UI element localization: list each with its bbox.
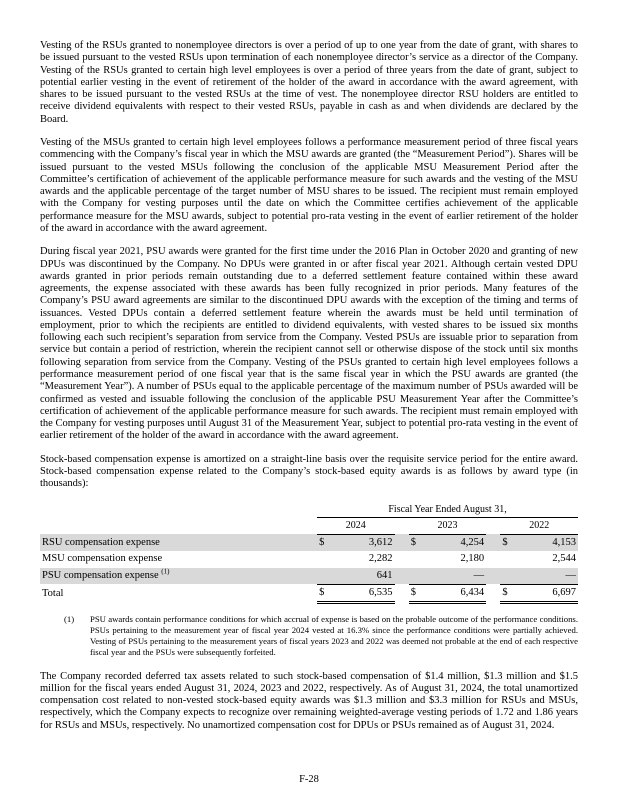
table-header-span-row: [40, 502, 578, 518]
fiscal-year-ended-header: Fiscal Year Ended August 31,: [317, 502, 578, 518]
value-2022: —: [519, 568, 578, 585]
value-2023: 2,180: [460, 553, 485, 565]
dollar-sign: [409, 568, 427, 585]
footnote-reference: (1): [161, 567, 170, 576]
row-label: MSU compensation expense: [42, 553, 163, 565]
table-row-psu-expense: [40, 568, 578, 585]
column-gap: [395, 534, 409, 551]
column-header-2022: 2022: [500, 518, 578, 535]
column-gap: [395, 568, 409, 585]
column-gap: [486, 568, 500, 585]
total-2022: 6,697: [519, 584, 578, 602]
header-spacer-cell: [40, 502, 317, 518]
dollar-sign: $: [500, 534, 518, 551]
column-gap: [395, 518, 409, 535]
value-2022: 4,153: [519, 534, 578, 551]
column-header-2023: 2023: [409, 518, 486, 535]
footnote-text: PSU awards contain performance conditions for which accrual of expense is based on the probable outcome of the performance conditions. PSUs pertaining to the measurement year of fiscal year 2024 vested at 16.3% since the performance conditions were partially achieved. Vesting of PSUs pertaining to the measurement years of fiscal years 2023 and 2022 was deemed not probable at the end of each respective fiscal year and the PSUs were subsequently forfeited.: [90, 614, 578, 658]
paragraph-compensation-intro: Stock-based compensation expense is amortized on a straight-line basis over the requisite service period for the entire award. Stock-based compensation expense related to the Company’s stock-based equity awards is as follows by award type (in thousands):: [40, 453, 578, 490]
row-label: Total: [42, 588, 64, 600]
dollar-sign: $: [317, 584, 335, 602]
value-2024: 3,612: [335, 534, 394, 551]
column-gap: [486, 584, 500, 602]
value-2022: 2,544: [552, 553, 576, 565]
column-gap: [395, 551, 409, 567]
column-gap: [486, 518, 500, 535]
compensation-expense-table: [40, 502, 578, 605]
dollar-sign: [500, 551, 518, 567]
page-number: F-28: [299, 773, 319, 785]
table-row-rsu-expense: [40, 534, 578, 551]
row-label-text: PSU compensation expense: [42, 570, 162, 581]
header-spacer-cell: [40, 518, 317, 535]
dollar-sign: $: [409, 534, 427, 551]
column-gap: [395, 584, 409, 602]
row-label: [40, 568, 317, 585]
paragraph-rsu-vesting: Vesting of the RSUs granted to nonemployee directors is over a period of up to one year from the date of grant, with shares to be issued pursuant to the vested RSUs upon termination of each nonemployee director’s service as a director of the Company. Vesting of the RSUs granted to certain high level employees is over a period of three years from the date of grant, subject to potential earlier vesting in the event of retirement of the holder of the award in accordance with the award agreement, with shares to be issued pursuant to the vested RSUs at the time of vest. The nonemployee director RSU holders are entitled to receive dividend equivalents with respect to their vested RSUs, payable in cash as and when dividends are declared by the Board.: [40, 40, 578, 125]
column-gap: [486, 534, 500, 551]
value-2023: 4,254: [427, 534, 486, 551]
dollar-sign: [409, 551, 427, 567]
footnote-marker: (1): [64, 614, 75, 625]
dollar-sign: $: [500, 584, 518, 602]
column-header-2024: 2024: [317, 518, 394, 535]
table-row-total: [40, 584, 578, 602]
total-2023: 6,434: [427, 584, 486, 602]
dollar-sign: [500, 568, 518, 585]
table-row-msu-expense: [40, 551, 578, 567]
dollar-sign: [317, 568, 335, 585]
paragraph-deferred-tax: The Company recorded deferred tax assets related to such stock-based compensation of $1.4 million, $1.3 million and $1.5 million for the fiscal years ended August 31, 2024, 2023 and 2022, respectively. As of August 31, 2024, the total unamortized compensation cost related to non-vested stock-based equity awards was $1.3 million and $3.3 million for RSUs and MSUs, respectively, which the Company expects to recognize over remaining weighted-average vesting periods of 1.72 and 1.86 years for RSUs and MSUs, respectively. No unamortized compensation cost for DPUs or PSUs remained as of August 31, 2024.: [40, 670, 578, 731]
value-2024: 641: [335, 568, 394, 585]
total-2024: 6,535: [335, 584, 394, 602]
value-2023: —: [427, 568, 486, 585]
value-2024: 2,282: [368, 553, 393, 565]
paragraph-msu-vesting: Vesting of the MSUs granted to certain high level employees follows a performance measurement period of three fiscal years commencing with the Company’s fiscal year in which the MSU awards are granted (the “Measurement Period”). Shares will be issued pursuant to the vested MSUs following the conclusion of the applicable MSU Measurement Period after the Committee’s certification of achievement of the applicable performance measure for such awards and the vesting of the MSU awards and the applicable percentage of the target number of MSU shares to be issued. The recipient must remain employed with the Company for vesting purposes until the date on which the Committee certifies achievement of the applicable performance measure for the MSU awards, subject to potential pro-rata vesting in the event of earlier retirement of the holder of the award in accordance with the award agreement.: [40, 136, 578, 234]
dollar-sign: $: [317, 534, 335, 551]
column-gap: [486, 551, 500, 567]
footnote-1: [40, 614, 578, 659]
table-year-header-row: [40, 518, 578, 535]
dollar-sign: [317, 551, 335, 567]
paragraph-psu-dpu-history: During fiscal year 2021, PSU awards were granted for the first time under the 2016 Plan in October 2020 and granting of new DPUs was discontinued by the Company. No DPUs were granted in or after fiscal year 2021. Although certain vested DPU awards granted in prior periods remain outstanding due to a deferred settlement feature contained within these award agreements, the expense associated with these awards has been fully recognized in prior periods. Many features of the Company’s PSU award agreements are similar to the discontinued DPU awards with the exception of the timing and terms of issuances. Vested DPUs contain a deferred settlement feature wherein the awards must be held until termination of employment, prior to which the recipients are entitled to dividend equivalents, with vested shares to be issued six months following each such recipient’s separation from service from the Company. Vested PSUs are issuable prior to separation from service but contain a period of restriction, wherein the recipient cannot sell or otherwise dispose of the stock until six months following separation from service from the Company. Vesting of the PSUs granted to certain high level employees follows a performance measurement period of one fiscal year that is the same fiscal year in which the PSU awards are granted (the “Measurement Year”). A number of PSUs equal to the applicable percentage of the maximum number of PSUs awarded will be confirmed as vested and issuable following the conclusion of the applicable PSU Measurement Year after the Committee’s certification of achievement of the applicable performance measure for such awards. The recipient must remain employed with the Company for vesting purposes until August 31 of the Measurement Year, subject to potential pro-rata vesting in the event of earlier retirement of the holder of the award in accordance with the award agreement.: [40, 246, 578, 442]
dollar-sign: $: [409, 584, 427, 602]
row-label: RSU compensation expense: [40, 534, 317, 551]
